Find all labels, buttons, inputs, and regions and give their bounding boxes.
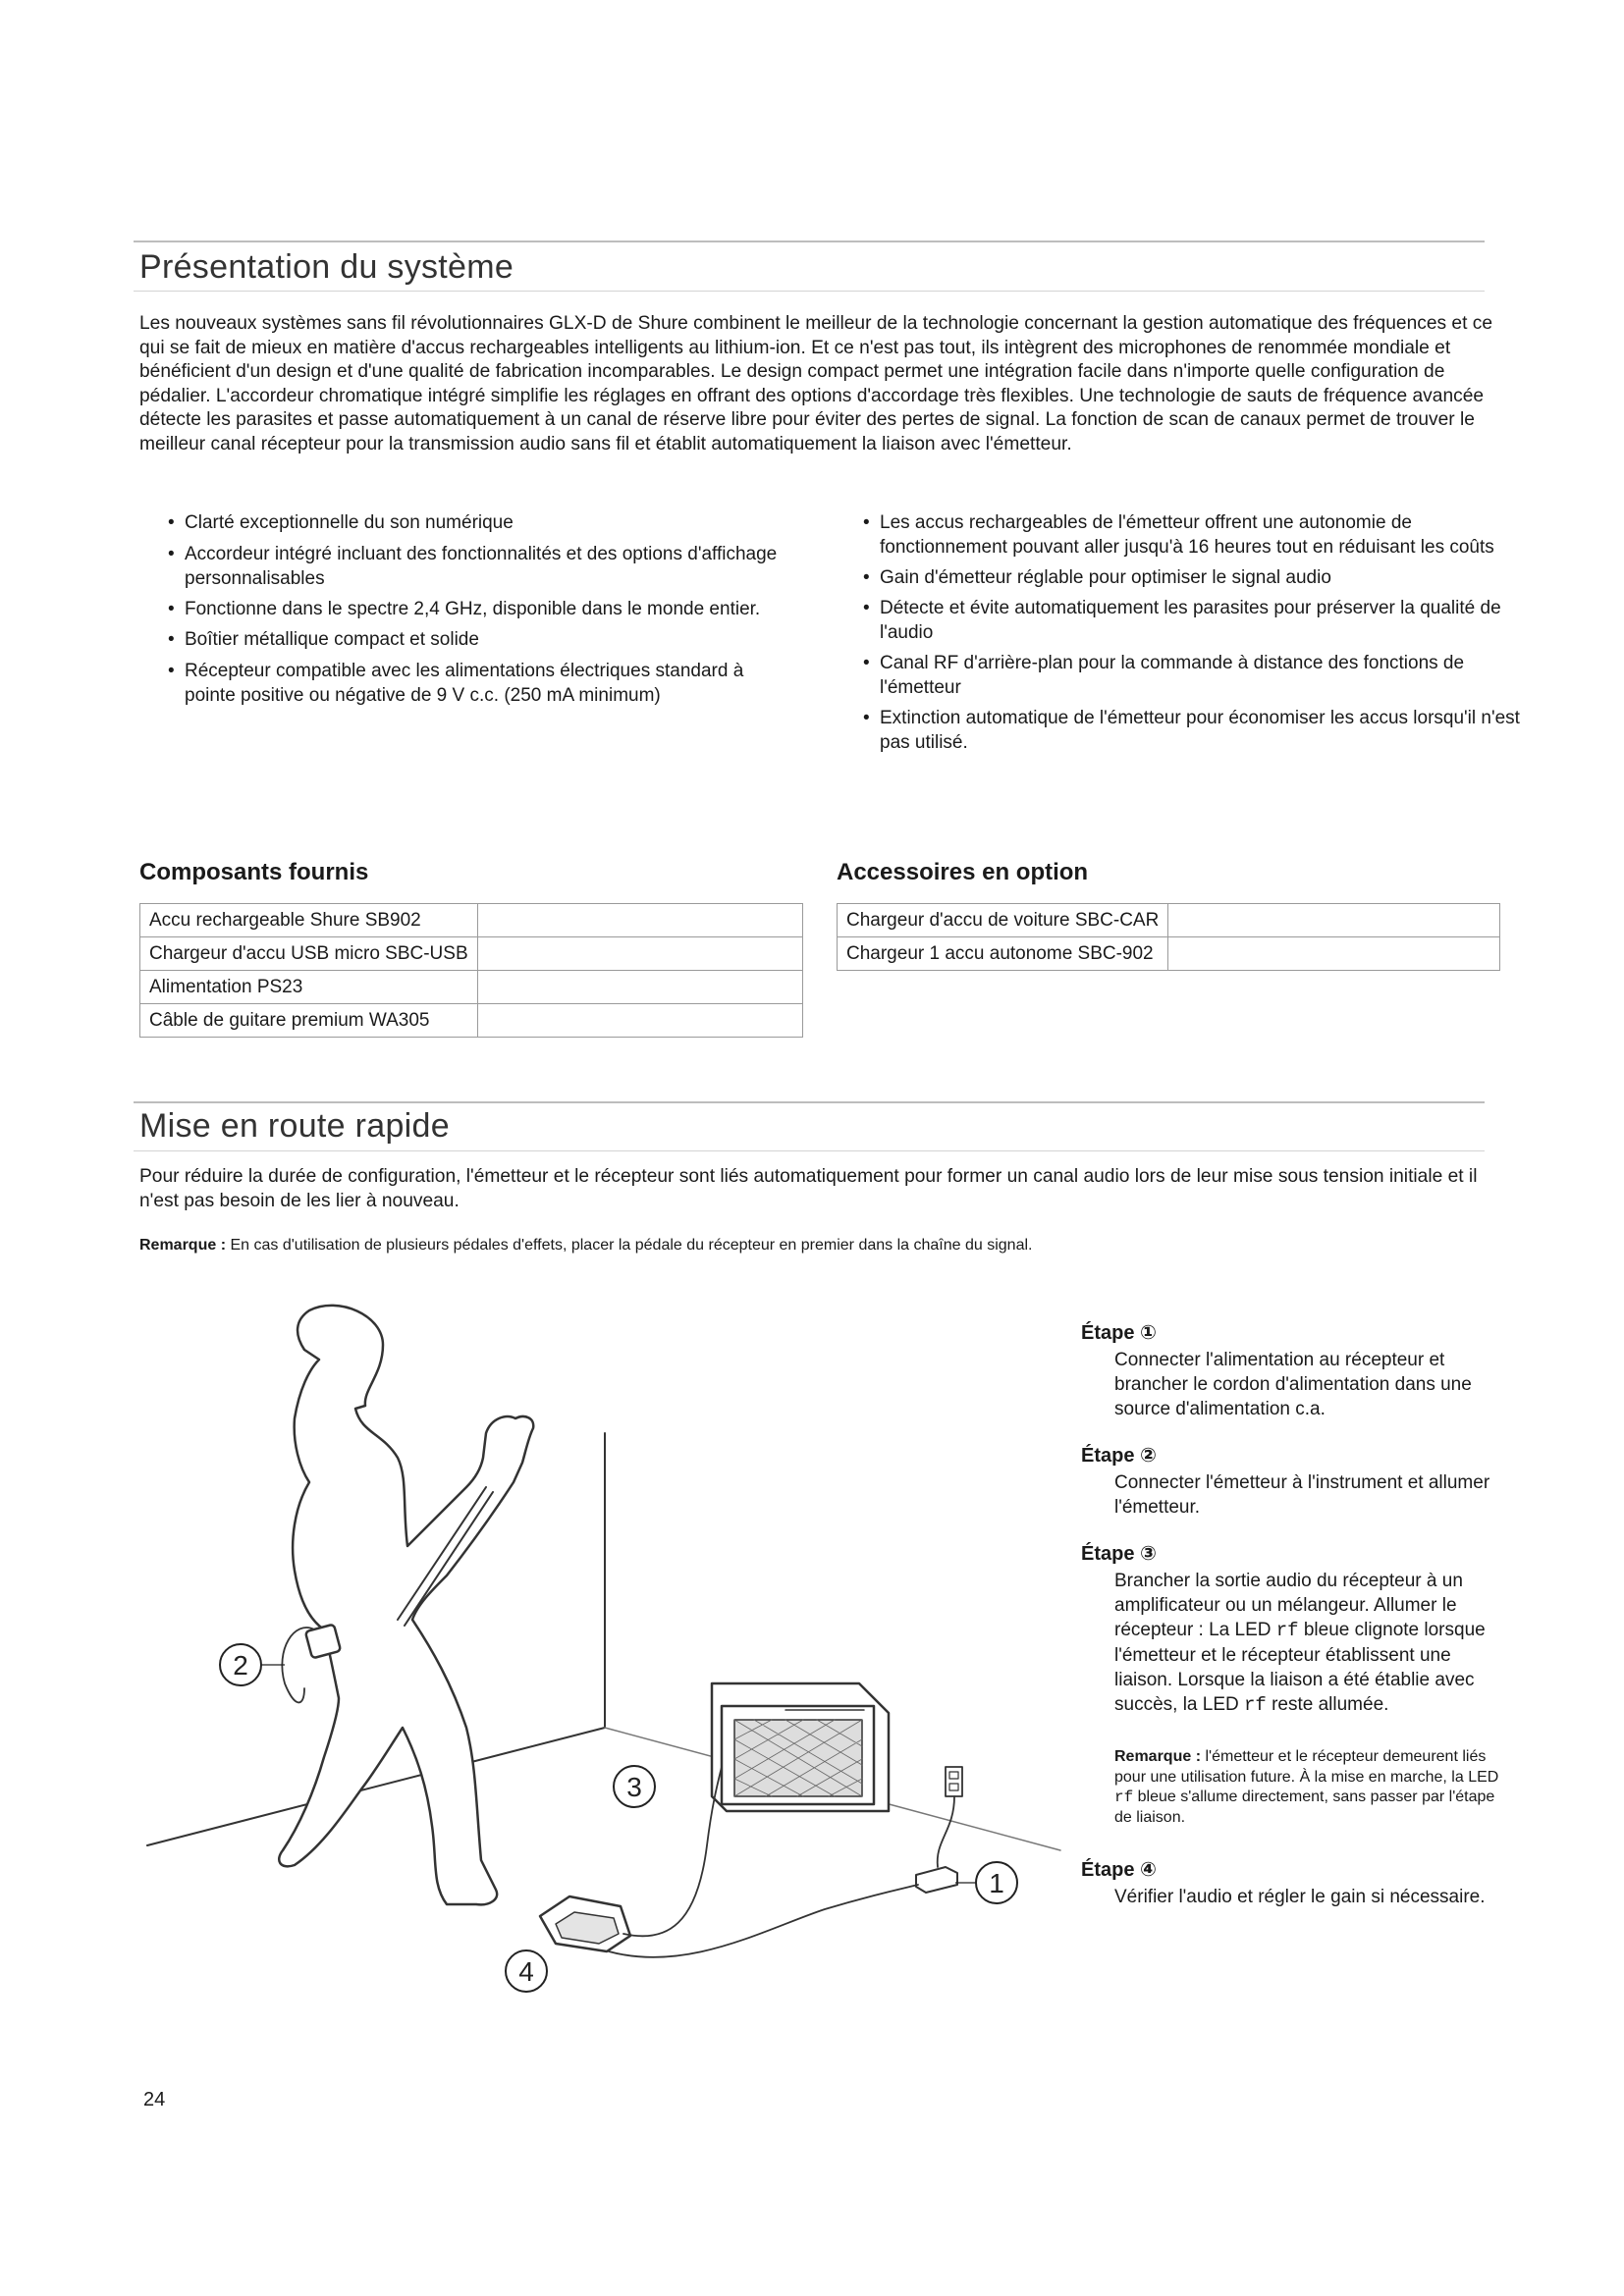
page-number: 24 [143,2089,166,2110]
step-3-heading: Étape ③ [1081,1543,1157,1565]
table-row: Chargeur 1 accu autonome SBC-902 [838,937,1500,971]
step-2-heading: Étape ② [1081,1445,1157,1467]
led-rf-label: rf [1244,1694,1267,1716]
section-rule-bottom [134,291,1485,292]
quickstart-note: Remarque : En cas d'utilisation de plusieurs pédales d'effets, placer la pédale du récepteur en premier dans la chaîne du signal. [139,1237,1033,1254]
receiver-power-cable [609,1885,918,1957]
quickstart-intro: Pour réduire la durée de configuration, l'émetteur et le récepteur sont liés automatiquement pour former un canal audio lors de leur mise sous tension initiale et il n'est pas besoin de les lier à nouveau. [139,1166,1478,1211]
step-4-heading: Étape ④ [1081,1859,1157,1881]
table-row: Chargeur d'accu de voiture SBC-CAR [838,904,1500,937]
overview-title: Présentation du système [139,248,514,286]
feature-list-right [860,510,1520,761]
step-3-note: Remarque : l'émetteur et le récepteur demeurent liés pour une utilisation future. À la mise en marche, la LED rf bleue s'allume directement, sans passer par l'étape de liaison. [1114,1748,1499,1826]
feature-item: • Gain d'émetteur réglable pour optimiser le signal audio [863,567,1331,588]
feature-item: • Extinction automatique de l'émetteur pour économiser les accus lorsqu'il n'est pas utilisé. [863,708,1520,753]
feature-item: • Fonctionne dans le spectre 2,4 GHz, disponible dans le monde entier. [168,599,761,619]
components-title: Composants fournis [139,859,369,885]
step-1-heading: Étape ① [1081,1322,1157,1344]
quickstart-title: Mise en route rapide [139,1107,450,1145]
power-supply [916,1867,957,1893]
overview-intro: Les nouveaux systèmes sans fil révolutionnaires GLX-D de Shure combinent le meilleur de la technologie concernant la gestion automatique des fréquences et ce qui se fait de mieux en matière d'accus rechargeables intelligents au lithium-ion. Et ce n'est pas tout, ils intègrent des microphones de renommée mondiale et bénéficient d'un design et d'une qualité de fabrication incomparables. Le design compact permet une intégration facile dans n'importe quelle configuration de pédalier. L'accordeur chromatique intégré simplifie les réglages en offrant des options d'accordage très flexibles. Une technologie de sauts de fréquence avancée détecte les parasites et passe automatiquement à un canal de réserve libre pour éviter des pertes de signal. La fonction de scan de canaux permet de trouver le meilleur canal récepteur pour la transmission audio sans fil et établit automatiquement la liaison avec l'émetteur. [139,313,1493,454]
table-row: Chargeur d'accu USB micro SBC-USB [140,937,803,971]
callout-number-2: 2 [233,1650,248,1681]
setup-illustration [137,1296,1070,2022]
feature-item: • Canal RF d'arrière-plan pour la commande à distance des fonctions de l'émetteur [863,653,1465,698]
feature-item: • Accordeur intégré incluant des fonctionnalités et des options d'affichage personnalisables [168,544,778,589]
step-1-text: Connecter l'alimentation au récepteur et brancher le cordon d'alimentation dans une source d'alimentation c.a. [1114,1350,1472,1419]
feature-item: • Récepteur compatible avec les alimentations électriques standard à pointe positive ou négative de 9 V c.c. (250 mA minimum) [168,661,744,706]
feature-item: • Détecte et évite automatiquement les parasites pour préserver la qualité de l'audio [863,598,1501,643]
feature-item: • Boîtier métallique compact et solide [168,629,479,650]
table-row: Alimentation PS23 [140,971,803,1004]
callout-number-1: 1 [989,1868,1004,1898]
callout-number-3: 3 [626,1772,642,1802]
led-rf-label: rf [1114,1789,1134,1806]
led-rf-label: rf [1275,1620,1299,1641]
accessories-title: Accessoires en option [837,859,1089,885]
step-3-text: Brancher la sortie audio du récepteur à un amplificateur ou un mélangeur. Allumer le récepteur : La LED rf bleue clignote lorsque l'émetteur et le récepteur établissent une liaison. Lorsque la liaison a été établie avec succès, la LED rf reste allumée. [1114,1571,1486,1716]
power-cord [938,1796,954,1867]
section-rule-top [134,1101,1485,1103]
feature-list-left [165,510,793,714]
step-4-text: Vérifier l'audio et régler le gain si nécessaire. [1114,1887,1486,1907]
amplifier [712,1683,889,1811]
feature-item: • Clarté exceptionnelle du son numérique [168,512,514,533]
section-rule-top [134,240,1485,242]
transmitter-beltpack [305,1625,341,1659]
feature-item: • Les accus rechargeables de l'émetteur offrent une autonomie de fonctionnement pouvant aller jusqu'à 16 heures tout en réduisant les coûts [863,512,1494,558]
step-2-text: Connecter l'émetteur à l'instrument et allumer l'émetteur. [1114,1472,1490,1518]
components-table [139,903,803,1038]
callout-number-4: 4 [518,1956,534,1987]
table-row: Câble de guitare premium WA305 [140,1004,803,1038]
table-row: Accu rechargeable Shure SB902 [140,904,803,937]
section-rule-bottom [134,1150,1485,1151]
accessories-table [837,903,1500,971]
